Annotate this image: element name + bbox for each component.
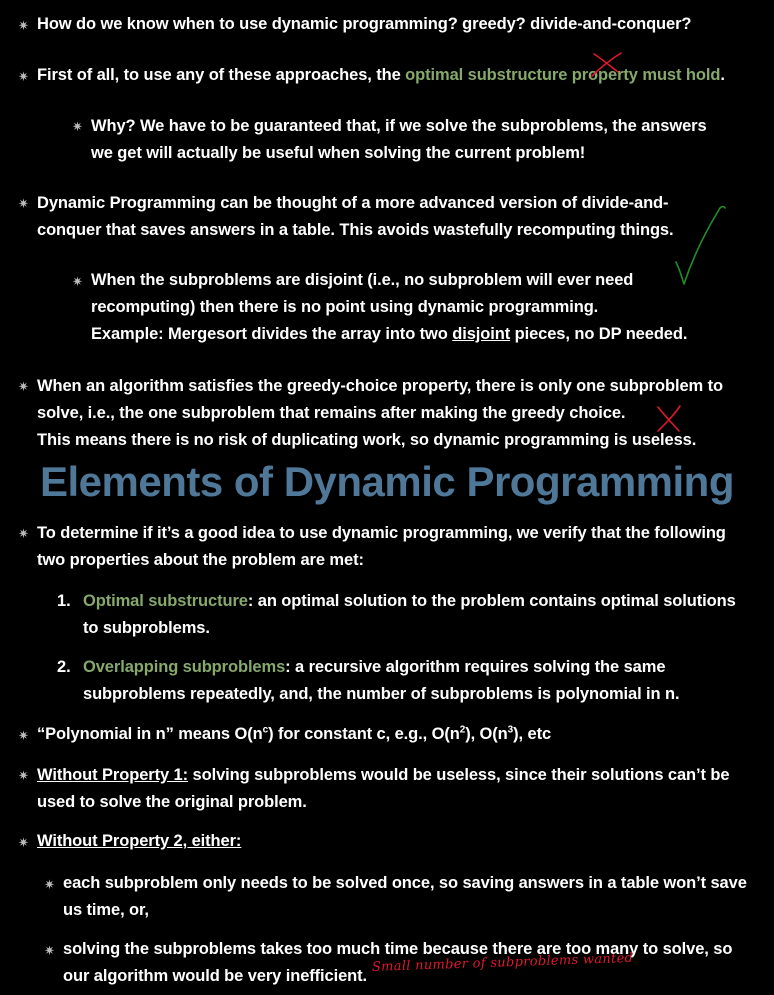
without-property-1 <box>37 762 729 816</box>
poly-text-c: ), O(n <box>465 725 508 743</box>
bullet-icon: ✷ <box>18 379 29 394</box>
property-1-item <box>83 588 736 642</box>
bullet-icon: ✷ <box>18 728 29 743</box>
why-paragraph <box>91 113 707 167</box>
bullet-icon: ✷ <box>18 835 29 850</box>
optimal-substructure-term: Optimal substructure <box>83 592 248 610</box>
solving-line-2: our algorithm would be very inefficient. <box>63 967 368 985</box>
property-2-line-2: subproblems repeatedly, and, the number of subproblems is polynomial in n. <box>83 685 680 703</box>
section-title: Elements of Dynamic Programming <box>39 458 734 505</box>
property-1-line-2: to subproblems. <box>83 619 210 637</box>
question-line: How do we know when to use dynamic programming? greedy? divide-and-conquer? <box>37 15 692 33</box>
poly-sup-3: 3 <box>507 724 514 736</box>
without-property-1-line-1 <box>37 762 729 789</box>
bullet-icon: ✷ <box>18 768 29 783</box>
property-1-definition: : an optimal solution to the problem contains optimal solutions <box>247 592 736 610</box>
each-line-2: us time, or, <box>63 901 149 919</box>
greedy-line-1: When an algorithm satisfies the greedy-choice property, there is only one subproblem to <box>37 377 723 395</box>
bullet-icon: ✷ <box>44 943 55 958</box>
without-property-1-text: solving subproblems would be useless, since their solutions can’t be <box>188 766 730 784</box>
bullet-icon: ✷ <box>18 18 29 33</box>
property-2-item <box>83 654 679 708</box>
poly-text-d: ), etc <box>513 725 552 743</box>
example-end: pieces, no DP needed. <box>510 325 688 343</box>
list-number-2: 2. <box>57 658 71 676</box>
each-line-1: each subproblem only needs to be solved once, so saving answers in a table won’t save <box>63 874 747 892</box>
determine-line-2: two properties about the problem are met: <box>37 551 364 569</box>
disjoint-line-1: When the subproblems are disjoint (i.e., no subproblem will ever need <box>91 271 634 289</box>
greedy-paragraph <box>37 373 723 454</box>
each-subproblem-item <box>63 870 747 924</box>
green-check-mark-icon <box>668 200 728 290</box>
without-property-2 <box>37 828 241 855</box>
poly-text-a: “Polynomial in n” means O(n <box>37 725 263 743</box>
bullet-icon: ✷ <box>72 274 83 289</box>
property-2-definition: : a recursive algorithm requires solving the same <box>285 658 666 676</box>
disjoint-line-3 <box>91 321 687 348</box>
why-line-2: we get will actually be useful when solving the current problem! <box>91 144 586 162</box>
poly-sup-2: 2 <box>459 724 466 736</box>
disjoint-line-2: recomputing) then there is no point using dynamic programming. <box>91 298 599 316</box>
without-property-2-label: Without Property 2, either: <box>37 832 242 850</box>
disjoint-paragraph <box>91 267 687 348</box>
polynomial-line <box>37 721 551 748</box>
bullet-icon: ✷ <box>72 119 83 134</box>
optimal-substructure-highlight: optimal substructure property must hold <box>405 66 721 84</box>
dp-line-1: Dynamic Programming can be thought of a more advanced version of divide-and- <box>37 194 669 212</box>
poly-sup-c: c <box>262 724 269 736</box>
poly-text-b: ) for constant c, e.g., O(n <box>268 725 460 743</box>
bullet-icon: ✷ <box>18 196 29 211</box>
determine-paragraph <box>37 520 726 574</box>
solving-line-1: solving the subproblems takes too much time because there are too many to solve, so <box>63 940 733 958</box>
bullet-icon: ✷ <box>18 526 29 541</box>
red-x-mark-icon <box>652 401 686 437</box>
why-line-1: Why? We have to be guaranteed that, if we solve the subproblems, the answers <box>91 117 707 135</box>
overlapping-subproblems-term: Overlapping subproblems <box>83 658 286 676</box>
red-x-mark-icon <box>588 50 624 80</box>
dp-line-2: conquer that saves answers in a table. This avoids wastefully recomputing things. <box>37 221 674 239</box>
without-property-1-line-2: used to solve the original problem. <box>37 793 307 811</box>
dp-paragraph <box>37 190 673 244</box>
handwritten-note: Small number of subproblems wanted <box>371 950 634 975</box>
property-1-line-1 <box>83 588 736 615</box>
example-text: Example: Mergesort divides the array into two <box>91 325 453 343</box>
property-2-line-1 <box>83 654 679 681</box>
determine-line-1: To determine if it’s a good idea to use dynamic programming, we verify that the following <box>37 524 726 542</box>
disjoint-underlined: disjoint <box>452 325 511 343</box>
list-number-1: 1. <box>57 592 71 610</box>
first-of-all-text: First of all, to use any of these approaches, the <box>37 66 406 84</box>
without-property-1-label: Without Property 1: <box>37 766 189 784</box>
greedy-line-3: This means there is no risk of duplicating work, so dynamic programming is useless. <box>37 431 697 449</box>
bullet-icon: ✷ <box>18 69 29 84</box>
period: . <box>720 66 725 84</box>
greedy-line-2: solve, i.e., the one subproblem that remains after making the greedy choice. <box>37 404 626 422</box>
bullet-icon: ✷ <box>44 877 55 892</box>
